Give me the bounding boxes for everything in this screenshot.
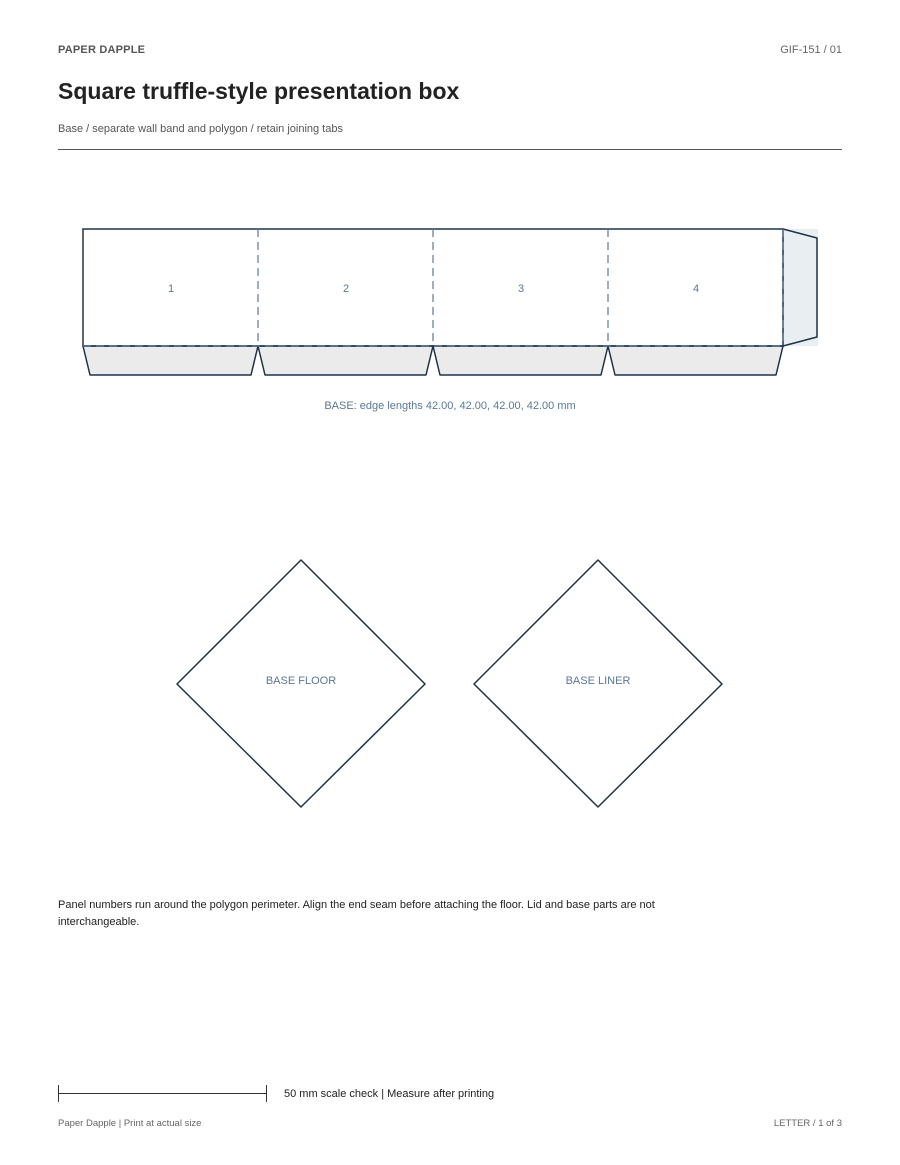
scale-check-text: 50 mm scale check | Measure after printing [284, 1088, 495, 1100]
panel-number-1: 1 [167, 283, 175, 295]
fold-lines [83, 229, 783, 346]
scale-bar [59, 1085, 268, 1102]
document-id: GIF-151 / 01 [780, 44, 842, 56]
glue-tab-1 [83, 346, 258, 375]
footer-left-text: Paper Dapple | Print at actual size [58, 1118, 202, 1129]
panel-number-2: 2 [342, 283, 350, 295]
end-tab-shade [783, 229, 818, 346]
footer-page-info: LETTER / 1 of 3 [773, 1118, 842, 1129]
brand-name: PAPER DAPPLE [58, 44, 146, 56]
panel-number-3: 3 [517, 283, 525, 295]
page-subtitle: Base / separate wall band and polygon / retain joining tabs [58, 123, 343, 135]
panel-number-4: 4 [692, 283, 700, 295]
glue-tab-3 [433, 346, 608, 375]
page-title: Square truffle-style presentation box [58, 78, 460, 104]
wall-band-caption: BASE: edge lengths 42.00, 42.00, 42.00, 42.00 mm [324, 400, 576, 412]
bottom-glue-tabs [83, 346, 783, 375]
assembly-notes: Panel numbers run around the polygon perimeter. Align the end seam before attaching the floor. Lid and base parts are not interchangeable. [58, 899, 655, 928]
glue-tab-4 [608, 346, 783, 375]
base-floor-label: BASE FLOOR [265, 675, 337, 687]
base-liner-label: BASE LINER [565, 675, 631, 687]
glue-tab-2 [258, 346, 433, 375]
